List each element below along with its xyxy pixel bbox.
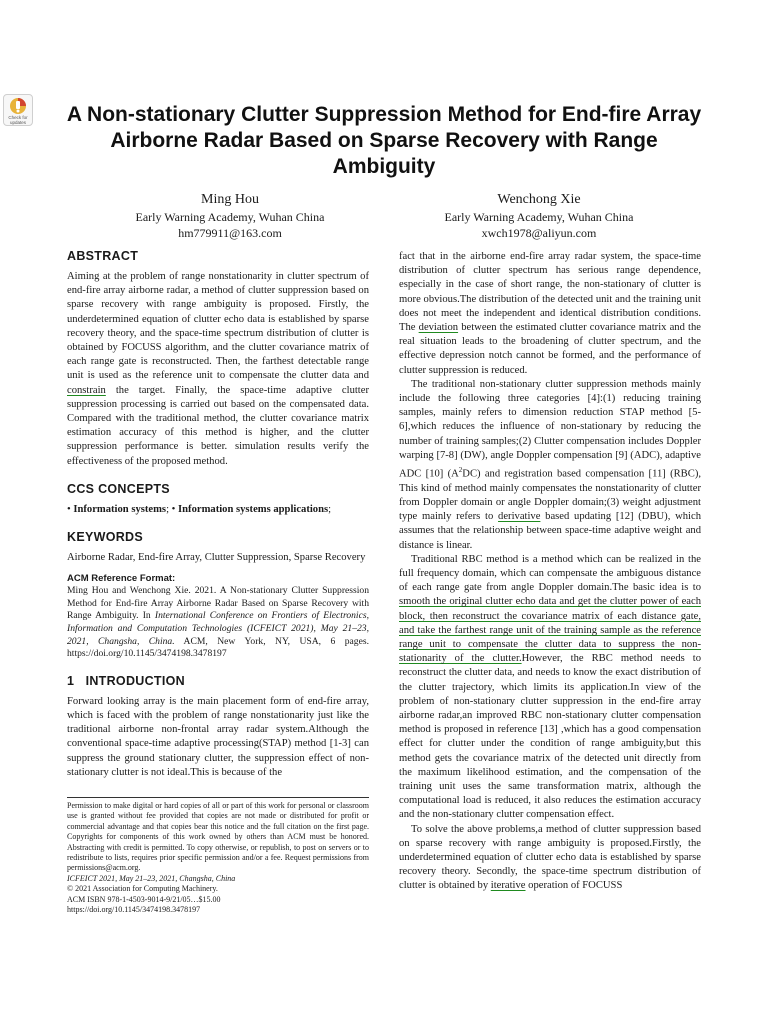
left-column: [67, 249, 369, 780]
permission-notice: Permission to make digital or hard copies of all or part of this work for personal or classroom use is granted without fee provided that copies are not made or distributed for profit or commercial advantage and that copies bear this notice and the full citation on the first page. Copyrights for components of this work owned by others than ACM must be honored. Abstracting with credit is permitted. To copy otherwise, or republish, to post on servers or to redistribute to lists, requires prior specific permission and/or a fee. Request permissions from permissions@acm.org.: [67, 801, 369, 873]
badge-label: Check for updates: [8, 115, 28, 125]
check-for-updates-badge[interactable]: [3, 94, 33, 126]
body-paragraph: [399, 823, 701, 894]
ccs-separator: ;: [328, 503, 332, 515]
body-paragraph: [399, 378, 701, 553]
isbn-line: ACM ISBN 978-1-4503-9014-9/21/05…$15.00: [67, 894, 221, 904]
introduction-text: Forward looking array is the main placement form of end-fire array, which is faced with the problem of range nonstationarity just like the traditional airborne non-frontal array radar system.Although the conventional space-time adaptive processing(STAP) method [1-3] can suppress the ground stationary clutter, the suppression effect of non-stationary clutter is not ideal.This is because of the: [67, 695, 369, 778]
acm-reference-heading: ACM Reference Format:: [67, 573, 176, 585]
keywords-text: Airborne Radar, End-fire Array, Clutter Suppression, Sparse Recovery: [67, 552, 366, 564]
right-column: [399, 250, 701, 894]
conference-line: ICFEICT 2021, May 21–23, 2021, Changsha, China: [67, 873, 236, 883]
paragraph-part: operation of FOCUSS: [525, 880, 623, 892]
author-block: [80, 191, 380, 241]
copyright-line: © 2021 Association for Computing Machinery.: [67, 884, 218, 894]
underlined-word: derivative: [498, 511, 541, 523]
doi-link[interactable]: https://doi.org/10.1145/3474198.3478197: [67, 905, 201, 915]
paragraph-part: between the estimated clutter covariance matrix and the real situation leads to the broadening of clutter spectrum, and the effective depression notch cannot be formed, and the performance of clutter suppression is reduced.: [399, 322, 702, 376]
ccs-item: Information systems: [73, 503, 167, 515]
paragraph-part: To solve the above problems,a method of clutter suppression based on sparse recovery with range ambiguity is proposed.Firstly, the underdetermined equation of clutter echo data is established by sparse recovery theory. Secondly, the space-time spectrum distribution of clutter is obtained by: [399, 823, 701, 892]
author-email: hm779911@163.com: [178, 226, 282, 240]
paper-title: A Non-stationary Clutter Suppression Method for End-fire Array Airborne Radar Based on Sparse Recovery with Range Ambiguity: [66, 103, 702, 178]
keywords-heading: KEYWORDS: [67, 530, 144, 545]
author-affiliation: Early Warning Academy, Wuhan China: [444, 210, 634, 224]
abstract-text: [67, 270, 369, 469]
paragraph-part: based updating [12] (DBU), which assumes that the relationship between space-time adaptive weight and distance is linear.: [399, 511, 701, 551]
ccs-heading: CCS CONCEPTS: [67, 481, 170, 496]
paragraph-part: The traditional non-stationary clutter suppression methods mainly include the following three categories [4]:(1) reducing training samples, mainly refers to dimension reduction STAP method [5-6],which reduces the influence of non-stationary by reducing the number of training samples;(2) Clutter compensation includes Doppler warping [7-8] (DW), angle Doppler compensation [9] (ADC), adaptive ADC [10] (A: [399, 378, 701, 480]
body-paragraph: [399, 250, 701, 378]
crossmark-icon: [9, 97, 27, 115]
superscript: 2: [458, 466, 463, 475]
underlined-word: deviation: [418, 322, 459, 334]
author-email: xwch1978@aliyun.com: [481, 226, 597, 240]
paragraph-part: However, the RBC method needs to reconstruct the clutter data, and needs to know the exact distribution of the clutter trajectory, which limits its application.In view of the problem of non-stationary clutter suppression in the end-fire array airborne radar,an improved RBC non-stationary clutter compensation method is proposed in reference [13] ,which has a good compensation effect for clutter under the condition of range ambiguity,but this method gets the covariance matrix of the detected unit directly from the maximum likelihood estimation, and the compensation of the training unit uses the same transformation matrix, although the computational load is reduced, it also reduces the estimation accuracy and the non-stationary clutter compensation effect.: [399, 653, 701, 821]
introduction-heading: 1 INTRODUCTION: [67, 673, 185, 688]
author-name: Wenchong Xie: [497, 192, 581, 207]
paragraph-part: Traditional RBC method is a method which can be realized in the full frequency domain, which can compensate the ambiguous distance of each range gate from angle Doppler domain.The basic idea is to: [399, 553, 701, 594]
author-block: [389, 191, 689, 241]
abstract-text-part: Aiming at the problem of range nonstationarity in clutter spectrum of end-fire array airborne radar, a method of clutter suppression based on sparse recovery with range ambiguity is proposed. Firstly, the underdetermined equation of clutter echo data is established by sparse recovery theory, and the space-time spectrum distribution of clutter is obtained by FOCUSS algorithm, and the clutter covariance matrix of each range gate is reconstructed. Then, the farthest detectable range unit is used as the reference unit to compensate the clutter data and: [67, 271, 369, 382]
acm-reference-part: Ming Hou and Wenchong Xie. 2021. A Non-stationary Clutter Suppression Method for End-fire Array Airborne Radar Based on Sparse Recovery with Range Ambiguity. In: [67, 585, 369, 622]
paragraph-part: DC) and registration based compensation [11] (RBC), This kind of method mainly compensates the nonstationarity of clutter from Doppler domain or angle Doppler domain;(3) weight adjustment type mainly refers to: [399, 468, 701, 523]
ccs-separator: ;: [166, 503, 170, 515]
ccs-concepts: • Information systems; • Information systems applications;: [67, 503, 332, 515]
acm-reference-part: ACM, New York, NY, USA, 6 pages. https://doi.org/10.1145/3474198.3478197: [67, 635, 369, 660]
ccs-item: Information systems applications: [178, 503, 329, 515]
author-name: Ming Hou: [201, 192, 259, 207]
abstract-text-part: the target. Finally, the space-time adaptive clutter suppression processing is carried out based on the compensated data. Compared with the traditional method, the clutter covariance matrix estimation accuracy of this method is higher, and the clutter suppression performance is better. simulation results verify the effectiveness of the proposed method.: [67, 384, 369, 467]
abstract-underlined-word: constrain: [67, 384, 106, 396]
underlined-word: iterative: [490, 880, 526, 892]
acm-reference-text: [67, 585, 369, 661]
paragraph-part: fact that in the airborne end-fire array radar system, the space-time distribution of clutter spectrum has serious range dependence, especially in the case of short range, the non-stationary of clutter is more obvious.The distribution of the detected unit and the training unit does not meet the independent and identical distribution conditions. The: [399, 251, 701, 334]
body-paragraph: [399, 553, 701, 823]
author-affiliation: Early Warning Academy, Wuhan China: [135, 210, 325, 224]
underlined-passage: smooth the original clutter echo data and get the clutter power of each block, then reconstruct the covariance matrix of each distance gate, and take the farthest range unit of the training sample as the reference range unit to compensate the clutter data to suppress the non-stationarity of the clutter.: [399, 596, 701, 665]
copyright-footnote: [67, 797, 369, 915]
abstract-heading: ABSTRACT: [67, 249, 139, 263]
acm-reference-venue: International Conference on Frontiers of Electronics, Information and Computation Technologies (ICFEICT 2021), May 21–23, 2021, Changsha, China.: [67, 610, 369, 647]
